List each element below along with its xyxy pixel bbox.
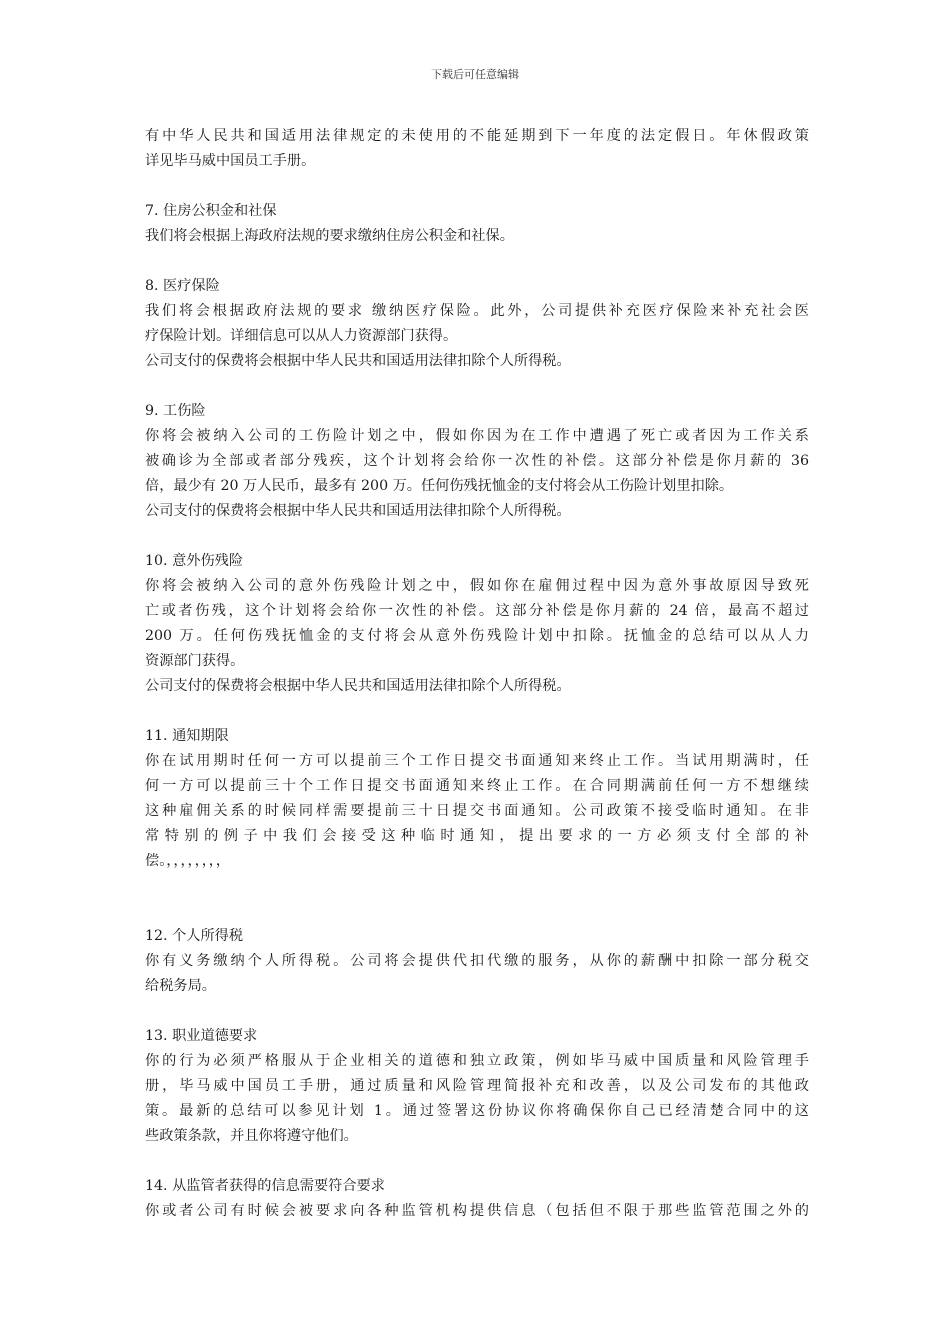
paragraph-line: 何一方可以提前三十个工作日提交书面通知来终止工作。在合同期满前任何一方不想继续 bbox=[145, 778, 809, 794]
paragraph-line: 常特别的例子中我们会接受这种临时通知，提出要求的一方必须支付全部的补 bbox=[145, 828, 809, 844]
section-8 bbox=[145, 274, 809, 374]
intro-paragraph bbox=[145, 124, 809, 174]
paragraph-line: 策。最新的总结可以参见计划 1。通过签署这份协议你将确保你自己已经清楚合同中的这 bbox=[145, 1103, 809, 1119]
paragraph-line: 倍，最少有 20 万人民币，最多有 200 万。任何伤残抚恤金的支付将会从工伤险计划里扣除。 bbox=[145, 478, 734, 494]
paragraph-line: 你将会被纳入公司的意外伤残险计划之中，假如你在雇佣过程中因为意外事故原因导致死 bbox=[145, 578, 809, 594]
paragraph-line: 被确诊为全部或者部分残疾，这个计划将会给你一次性的补偿。这部分补偿是你月薪的 36 bbox=[145, 453, 809, 469]
section-13 bbox=[145, 1024, 809, 1149]
paragraph-line: 200 万。任何伤残抚恤金的支付将会从意外伤残险计划中扣除。抚恤金的总结可以从人力 bbox=[145, 628, 809, 644]
paragraph-line: 这种雇佣关系的时候同样需要提前三十日提交书面通知。公司政策不接受临时通知。在非 bbox=[145, 803, 809, 819]
paragraph-line: 亡或者伤残，这个计划将会给你一次性的补偿。这部分补偿是你月薪的 24 倍，最高不超过 bbox=[145, 603, 809, 619]
section-7 bbox=[145, 199, 809, 249]
section-10 bbox=[145, 549, 809, 699]
paragraph-line: 些政策条款，并且你将遵守他们。 bbox=[145, 1128, 358, 1144]
paragraph-line: 偿。，，，，，，，， bbox=[145, 853, 231, 869]
page-header: 下载后可任意编辑 bbox=[431, 68, 519, 81]
section-9 bbox=[145, 399, 809, 524]
section-heading: 10. 意外伤残险 bbox=[145, 553, 244, 569]
paragraph-line: 有中华人民共和国适用法律规定的未使用的不能延期到下一年度的法定假日。年休假政策 bbox=[145, 128, 809, 144]
paragraph-line: 你或者公司有时候会被要求向各种监管机构提供信息（包括但不限于那些监管范围之外的 bbox=[145, 1203, 809, 1219]
paragraph-line: 我们将会根据上海政府法规的要求缴纳住房公积金和社保。 bbox=[145, 228, 514, 244]
paragraph-line: 你的行为必须严格服从于企业相关的道德和独立政策，例如毕马威中国质量和风险管理手 bbox=[145, 1053, 809, 1069]
paragraph-line: 公司支付的保费将会根据中华人民共和国适用法律扣除个人所得税。 bbox=[145, 503, 571, 519]
paragraph-line: 我们将会根据政府法规的要求 缴纳医疗保险。此外，公司提供补充医疗保险来补充社会医 bbox=[145, 303, 809, 319]
section-14 bbox=[145, 1174, 809, 1224]
paragraph-line: 详见毕马威中国员工手册。 bbox=[145, 153, 316, 169]
section-heading: 7. 住房公积金和社保 bbox=[145, 203, 277, 219]
section-12 bbox=[145, 924, 809, 999]
section-heading: 12. 个人所得税 bbox=[145, 928, 244, 944]
paragraph-line: 你有义务缴纳个人所得税。公司将会提供代扣代缴的服务，从你的薪酬中扣除一部分税交 bbox=[145, 953, 809, 969]
paragraph-line: 你在试用期时任何一方可以提前三个工作日提交书面通知来终止工作。当试用期满时，任 bbox=[145, 753, 809, 769]
paragraph-line: 册，毕马威中国员工手册，通过质量和风险管理简报补充和改善，以及公司发布的其他政 bbox=[145, 1078, 809, 1094]
paragraph-line: 疗保险计划。详细信息可以从人力资源部门获得。 bbox=[145, 328, 458, 344]
paragraph-line: 资源部门获得。 bbox=[145, 653, 245, 669]
section-heading: 14. 从监管者获得的信息需要符合要求 bbox=[145, 1178, 385, 1194]
paragraph-line: 给税务局。 bbox=[145, 978, 216, 994]
section-heading: 8. 医疗保险 bbox=[145, 278, 220, 294]
section-heading: 13. 职业道德要求 bbox=[145, 1028, 258, 1044]
section-heading: 11. 通知期限 bbox=[145, 728, 229, 744]
section-11 bbox=[145, 724, 809, 874]
document-body bbox=[145, 124, 809, 1224]
section-heading: 9. 工伤险 bbox=[145, 403, 206, 419]
paragraph-line: 你将会被纳入公司的工伤险计划之中，假如你因为在工作中遭遇了死亡或者因为工作关系 bbox=[145, 428, 809, 444]
paragraph-line: 公司支付的保费将会根据中华人民共和国适用法律扣除个人所得税。 bbox=[145, 678, 571, 694]
paragraph-line: 公司支付的保费将会根据中华人民共和国适用法律扣除个人所得税。 bbox=[145, 353, 571, 369]
